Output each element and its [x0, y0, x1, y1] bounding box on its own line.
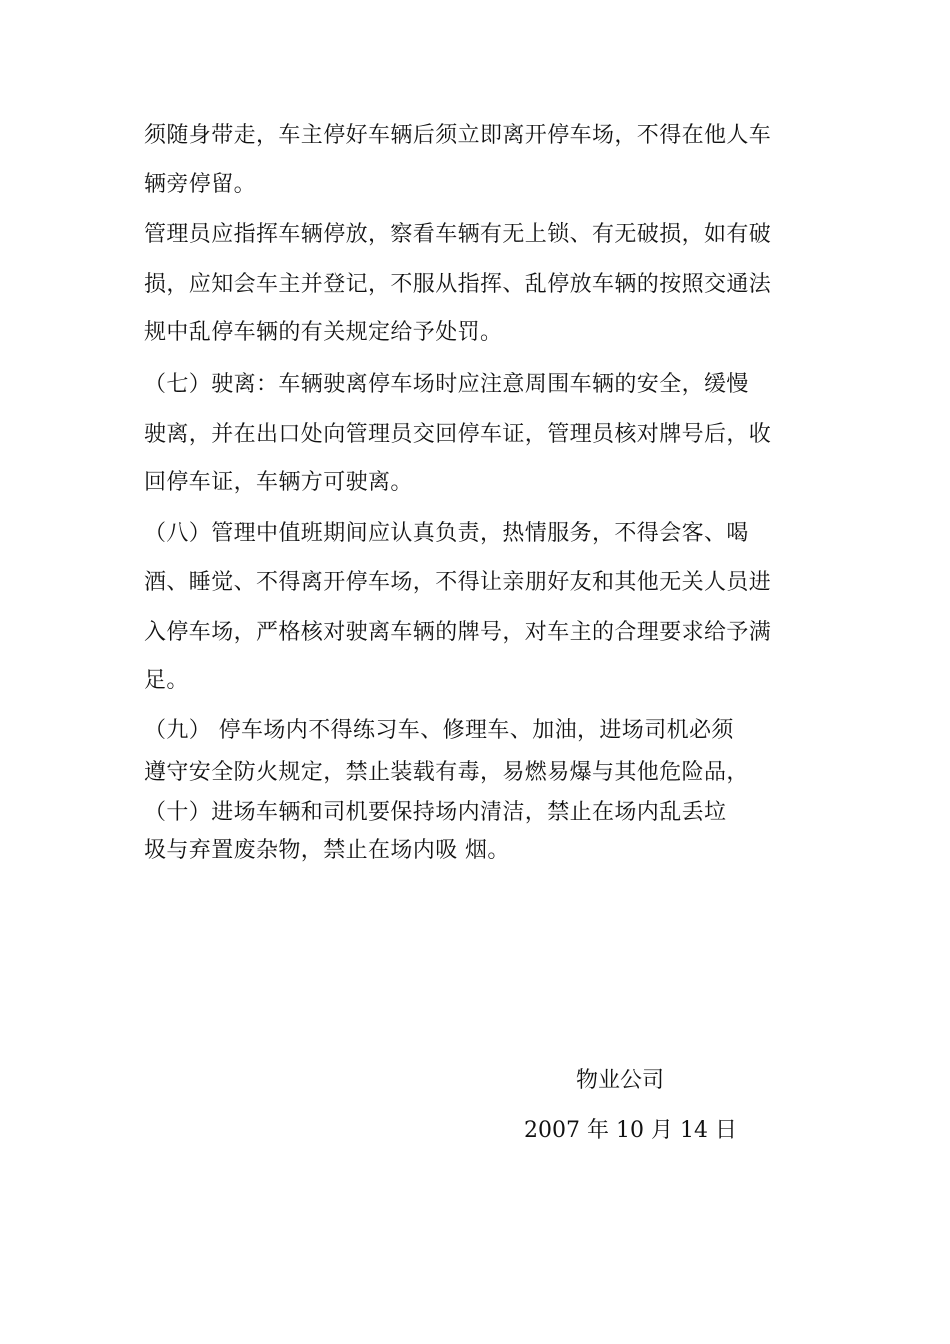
paragraph-line: 辆旁停留。: [144, 172, 257, 197]
paragraph-line: 圾与弃置废杂物，禁止在场内吸 烟。: [144, 838, 510, 863]
paragraph-line: 遵守安全防火规定，禁止装载有毒，易燃易爆与其他危险品，: [144, 760, 749, 785]
paragraph-line: 规中乱停车辆的有关规定给予处罚。: [144, 320, 503, 345]
signature-company: 物业公司: [576, 1068, 665, 1093]
paragraph-line: 酒、睡觉、不得离开停车场，不得让亲朋好友和其他无关人员进: [144, 570, 772, 595]
paragraph-line: 驶离，并在出口处向管理员交回停车证，管理员核对牌号后，收: [144, 422, 772, 447]
paragraph-line: （八）管理中值班期间应认真负责，热情服务，不得会客、喝: [144, 521, 749, 546]
signature-date: 2007 年 10 月 14 日: [524, 1118, 737, 1143]
paragraph-line: （十）进场车辆和司机要保持场内清洁，禁止在场内乱丢垃: [144, 800, 727, 825]
paragraph-line: 入停车场，严格核对驶离车辆的牌号，对车主的合理要求给予满: [144, 620, 772, 645]
paragraph-line: 损，应知会车主并登记，不服从指挥、乱停放车辆的按照交通法: [144, 272, 772, 297]
paragraph-line: （七）驶离：车辆驶离停车场时应注意周围车辆的安全，缓慢: [144, 372, 749, 397]
paragraph-line: 管理员应指挥车辆停放，察看车辆有无上锁、有无破损，如有破: [144, 222, 772, 247]
paragraph-line: 须随身带走，车主停好车辆后须立即离开停车场，不得在他人车: [144, 123, 772, 148]
paragraph-line: 足。: [144, 668, 189, 693]
paragraph-line: 回停车证，车辆方可驶离。: [144, 470, 413, 495]
paragraph-line: （九） 停车场内不得练习车、修理车、加油，进场司机必须: [144, 718, 734, 743]
